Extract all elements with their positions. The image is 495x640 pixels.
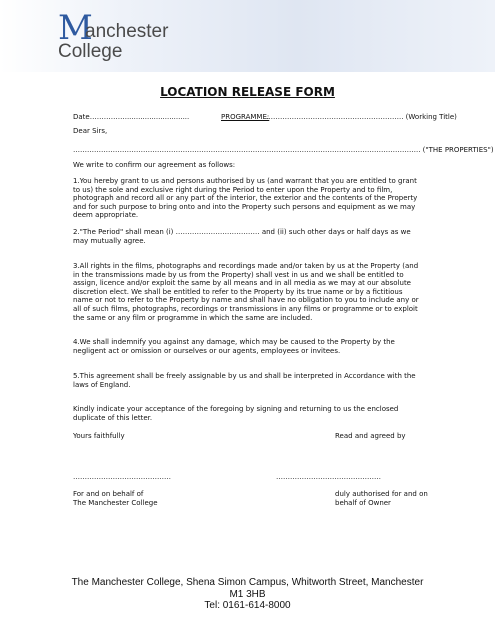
form-title: LOCATION RELEASE FORM xyxy=(160,85,335,99)
letterhead-banner xyxy=(0,0,495,72)
clause-4: 4.We shall indemnify you against any damage, which may be caused to the Property by the negligent act or omission or ourselves or our agents, employees or invitees. xyxy=(73,338,395,355)
signature-line-left: …………………………………… xyxy=(73,473,171,481)
logo-word-1: anchester xyxy=(85,21,169,42)
footer-address xyxy=(0,577,495,612)
logo-initial: M xyxy=(58,8,93,48)
closing-text: Kindly indicate your acceptance of the foregoing by signing and returning to us the enclosed duplicate of this letter. xyxy=(73,405,399,422)
footer-line-3: Tel: 0161-614-8000 xyxy=(204,600,291,611)
clause-2: 2."The Period" shall mean (i) ……………………………… and (ii) such other days or half days as we may mutually agree. xyxy=(73,228,411,245)
intro-text: We write to confirm our agreement as follows: xyxy=(73,161,236,169)
properties-field: ………………………………………………………………………………………………………………………………….. ("THE PROPERTIES") xyxy=(73,146,494,154)
salutation: Dear Sirs, xyxy=(73,127,108,135)
behalf-left-2: The Manchester College xyxy=(73,499,158,507)
signature-line-right: ……………………………………… xyxy=(276,473,381,481)
logo-word-2: College xyxy=(58,41,123,62)
behalf-left-1: For and on behalf of xyxy=(73,490,144,498)
programme-label: PROGRAMME: xyxy=(221,113,270,121)
date-field: Date……………............................. xyxy=(73,113,190,121)
behalf-right-1: duly authorised for and on xyxy=(335,490,428,498)
footer-line-1: The Manchester College, Shena Simon Campus, Whitworth Street, Manchester xyxy=(71,577,424,588)
clause-3: 3.All rights in the films, photographs and recordings made and/or taken by us at the Property (and in the transmissions made by us from the Property) shall vest in us and we shall be entitled to assign, licence and/or exploit the same by all means and in all media as we may at our absolute discretion elect. We shall be entitled to refer to the Property by its true name or by a fictitious name or not to refer to the Property by name and shall have no obligation to you to include any or all of such films, photographs, recordings or transmissions in any films or programme or to exploit the same or any film or programme in which the same are included. xyxy=(73,262,419,322)
read-and-agreed: Read and agreed by xyxy=(335,432,406,440)
yours-faithfully: Yours faithfully xyxy=(73,432,125,440)
footer-line-2: M1 3HB xyxy=(229,588,266,600)
clause-5: 5.This agreement shall be freely assignable by us and shall be interpreted in Accordance with the laws of England. xyxy=(73,372,416,389)
behalf-right-2: behalf of Owner xyxy=(335,499,391,507)
clause-1: 1.You hereby grant to us and persons authorised by us (and warrant that you are entitled to grant to us) the sole and exclusive right during the Period to enter upon the Property and to film, photograph and record all or any part of the interior, the exterior and the contents of the Property and for such purpose to bring onto and into the Property such persons and equipment as we may deem appropriate. xyxy=(73,177,418,220)
programme-field: ………………………………………………….. (Working Title) xyxy=(266,113,457,121)
